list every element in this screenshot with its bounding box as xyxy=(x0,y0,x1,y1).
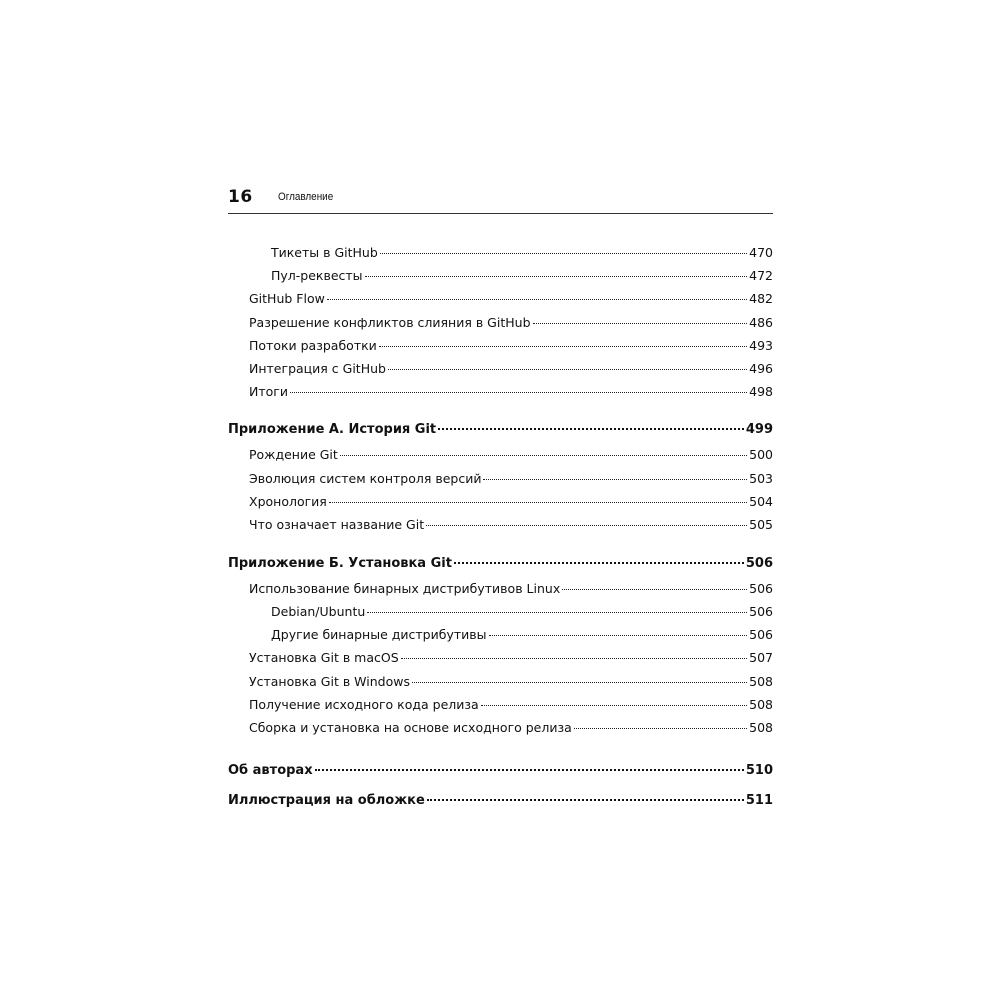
toc-entry-page: 472 xyxy=(749,268,773,283)
toc-entry-label: Рождение Git xyxy=(249,447,338,462)
toc-entry-git-birth[interactable] xyxy=(228,446,773,464)
toc-entry-page: 505 xyxy=(749,517,773,532)
toc-entry-label: Debian/Ubuntu xyxy=(271,604,366,619)
dot-leader xyxy=(412,682,747,683)
toc-entry-label: Получение исходного кода релиза xyxy=(249,697,479,712)
toc-entry-label: Интеграция с GitHub xyxy=(249,361,386,376)
toc-entry-build-from-source[interactable] xyxy=(228,719,773,737)
dot-leader xyxy=(574,728,747,729)
toc-entry-label: Приложение Б. Установка Git xyxy=(228,556,452,571)
toc-entry-label: Сборка и установка на основе исходного релиза xyxy=(249,720,572,735)
toc-entry-page: 508 xyxy=(749,674,773,689)
toc-entry-about-authors[interactable] xyxy=(228,762,773,780)
dot-leader xyxy=(426,525,747,526)
toc-entry-git-name[interactable] xyxy=(228,516,773,534)
toc-entry-label: Итоги xyxy=(249,384,288,399)
dot-leader xyxy=(401,658,747,659)
toc-entry-label: Разрешение конфликтов слияния в GitHub xyxy=(249,315,531,330)
page-header xyxy=(228,187,773,214)
dot-leader xyxy=(481,705,747,706)
dot-leader xyxy=(427,799,744,801)
running-title: Оглавление xyxy=(278,191,334,203)
toc-entry-summary[interactable] xyxy=(228,383,773,401)
toc-entry-page: 506 xyxy=(749,604,773,619)
toc-entry-page: 506 xyxy=(749,627,773,642)
toc-entry-page: 504 xyxy=(749,494,773,509)
toc-entry-page: 507 xyxy=(749,650,773,665)
dot-leader xyxy=(438,428,744,430)
toc-entry-label: Приложение А. История Git xyxy=(228,422,437,437)
dot-leader xyxy=(483,479,747,480)
toc-entry-other-binaries[interactable] xyxy=(228,626,773,644)
dot-leader xyxy=(489,635,748,636)
toc-entry-label: Другие бинарные дистрибутивы xyxy=(271,627,487,642)
toc-entry-page: 493 xyxy=(749,338,773,353)
toc-entry-appendix-a[interactable] xyxy=(228,421,773,439)
toc-entry-page: 503 xyxy=(749,471,773,486)
toc-entry-label: Эволюция систем контроля версий xyxy=(249,471,482,486)
toc-entry-page: 506 xyxy=(745,556,773,571)
dot-leader xyxy=(454,562,744,564)
toc-entry-github-flow[interactable] xyxy=(228,290,773,308)
toc-entry-appendix-b[interactable] xyxy=(228,555,773,573)
page-number: 16 xyxy=(228,187,253,207)
toc-entry-label: Иллюстрация на обложке xyxy=(228,793,425,808)
toc-entry-linux-binaries[interactable] xyxy=(228,580,773,598)
toc-entry-page: 496 xyxy=(749,361,773,376)
toc-entry-page: 486 xyxy=(749,315,773,330)
dot-leader xyxy=(379,346,747,347)
toc-entry-page: 470 xyxy=(749,245,773,260)
dot-leader xyxy=(380,253,747,254)
toc-entry-label: Установка Git в macOS xyxy=(249,650,399,665)
toc-entry-label: Потоки разработки xyxy=(249,338,377,353)
dot-leader xyxy=(367,612,747,613)
toc-entry-cover-illustration[interactable] xyxy=(228,792,773,810)
dot-leader xyxy=(533,323,748,324)
dot-leader xyxy=(327,299,747,300)
toc-entry-page: 508 xyxy=(749,720,773,735)
toc-entry-page: 511 xyxy=(745,793,773,808)
toc-entry-label: Тикеты в GitHub xyxy=(271,245,378,260)
toc-entry-label: Использование бинарных дистрибутивов Linux xyxy=(249,581,561,596)
toc-entry-label: Что означает название Git xyxy=(249,517,425,532)
dot-leader xyxy=(340,455,747,456)
dot-leader xyxy=(562,589,747,590)
toc-entry-vcs-evolution[interactable] xyxy=(228,470,773,488)
dot-leader xyxy=(365,276,748,277)
toc-entry-page: 506 xyxy=(749,581,773,596)
toc-entry-chronology[interactable] xyxy=(228,493,773,511)
dot-leader xyxy=(329,502,747,503)
toc-entry-page: 510 xyxy=(745,763,773,778)
toc-entry-label: Хронология xyxy=(249,494,327,509)
toc-entry-label: Пул-реквесты xyxy=(271,268,363,283)
toc-entry-dev-flows[interactable] xyxy=(228,337,773,355)
toc-entry-merge-conflicts[interactable] xyxy=(228,314,773,332)
dot-leader xyxy=(388,369,747,370)
toc-entry-install-macos[interactable] xyxy=(228,649,773,667)
toc-entry-page: 482 xyxy=(749,291,773,306)
toc-entry-label: Об авторах xyxy=(228,763,313,778)
toc-entry-page: 508 xyxy=(749,697,773,712)
dot-leader xyxy=(290,392,747,393)
toc-entry-page: 498 xyxy=(749,384,773,399)
toc-entry-label: Установка Git в Windows xyxy=(249,674,410,689)
toc-entry-get-source[interactable] xyxy=(228,696,773,714)
toc-entry-github-integration[interactable] xyxy=(228,360,773,378)
toc-entry-github-issues[interactable] xyxy=(228,244,773,262)
toc-entry-pull-requests[interactable] xyxy=(228,267,773,285)
toc-entry-label: GitHub Flow xyxy=(249,291,325,306)
toc-entry-install-windows[interactable] xyxy=(228,673,773,691)
toc-entry-debian-ubuntu[interactable] xyxy=(228,603,773,621)
dot-leader xyxy=(315,769,744,771)
toc-entry-page: 499 xyxy=(745,422,773,437)
toc-entry-page: 500 xyxy=(749,447,773,462)
